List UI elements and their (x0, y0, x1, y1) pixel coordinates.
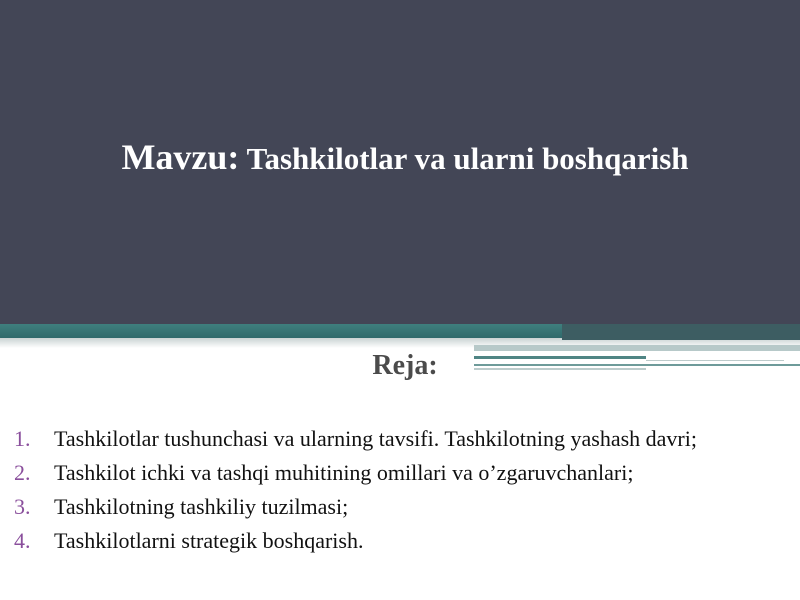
decor-line (646, 355, 784, 361)
decor-line (474, 364, 800, 366)
title-lead: Mavzu: (121, 137, 240, 177)
agenda-item (0, 423, 800, 455)
slide-subtitle: Reja: (372, 350, 438, 381)
agenda-text: Tashkilotning tashkiliy tuzilmasi; (54, 494, 349, 519)
agenda-number: 3. (14, 494, 31, 519)
slide-title (0, 136, 800, 186)
agenda-number: 4. (14, 528, 31, 553)
title-rest: Tashkilotlar va ularni boshqarish (239, 141, 689, 176)
accent-tab (562, 324, 800, 340)
agenda-item (0, 457, 800, 489)
agenda-item (0, 525, 800, 557)
agenda-item (0, 491, 800, 523)
agenda-number: 2. (14, 460, 31, 485)
agenda-list (0, 423, 800, 559)
decor-line (474, 345, 800, 351)
agenda-number: 1. (14, 426, 31, 451)
agenda-text: Tashkilotlar tushunchasi va ularning tavsifi. Tashkilotning yashash davri; (54, 426, 697, 451)
agenda-text: Tashkilot ichki va tashqi muhitining omillari va o’zgaruvchanlari; (54, 460, 634, 485)
agenda-text: Tashkilotlarni strategik boshqarish. (54, 528, 364, 553)
